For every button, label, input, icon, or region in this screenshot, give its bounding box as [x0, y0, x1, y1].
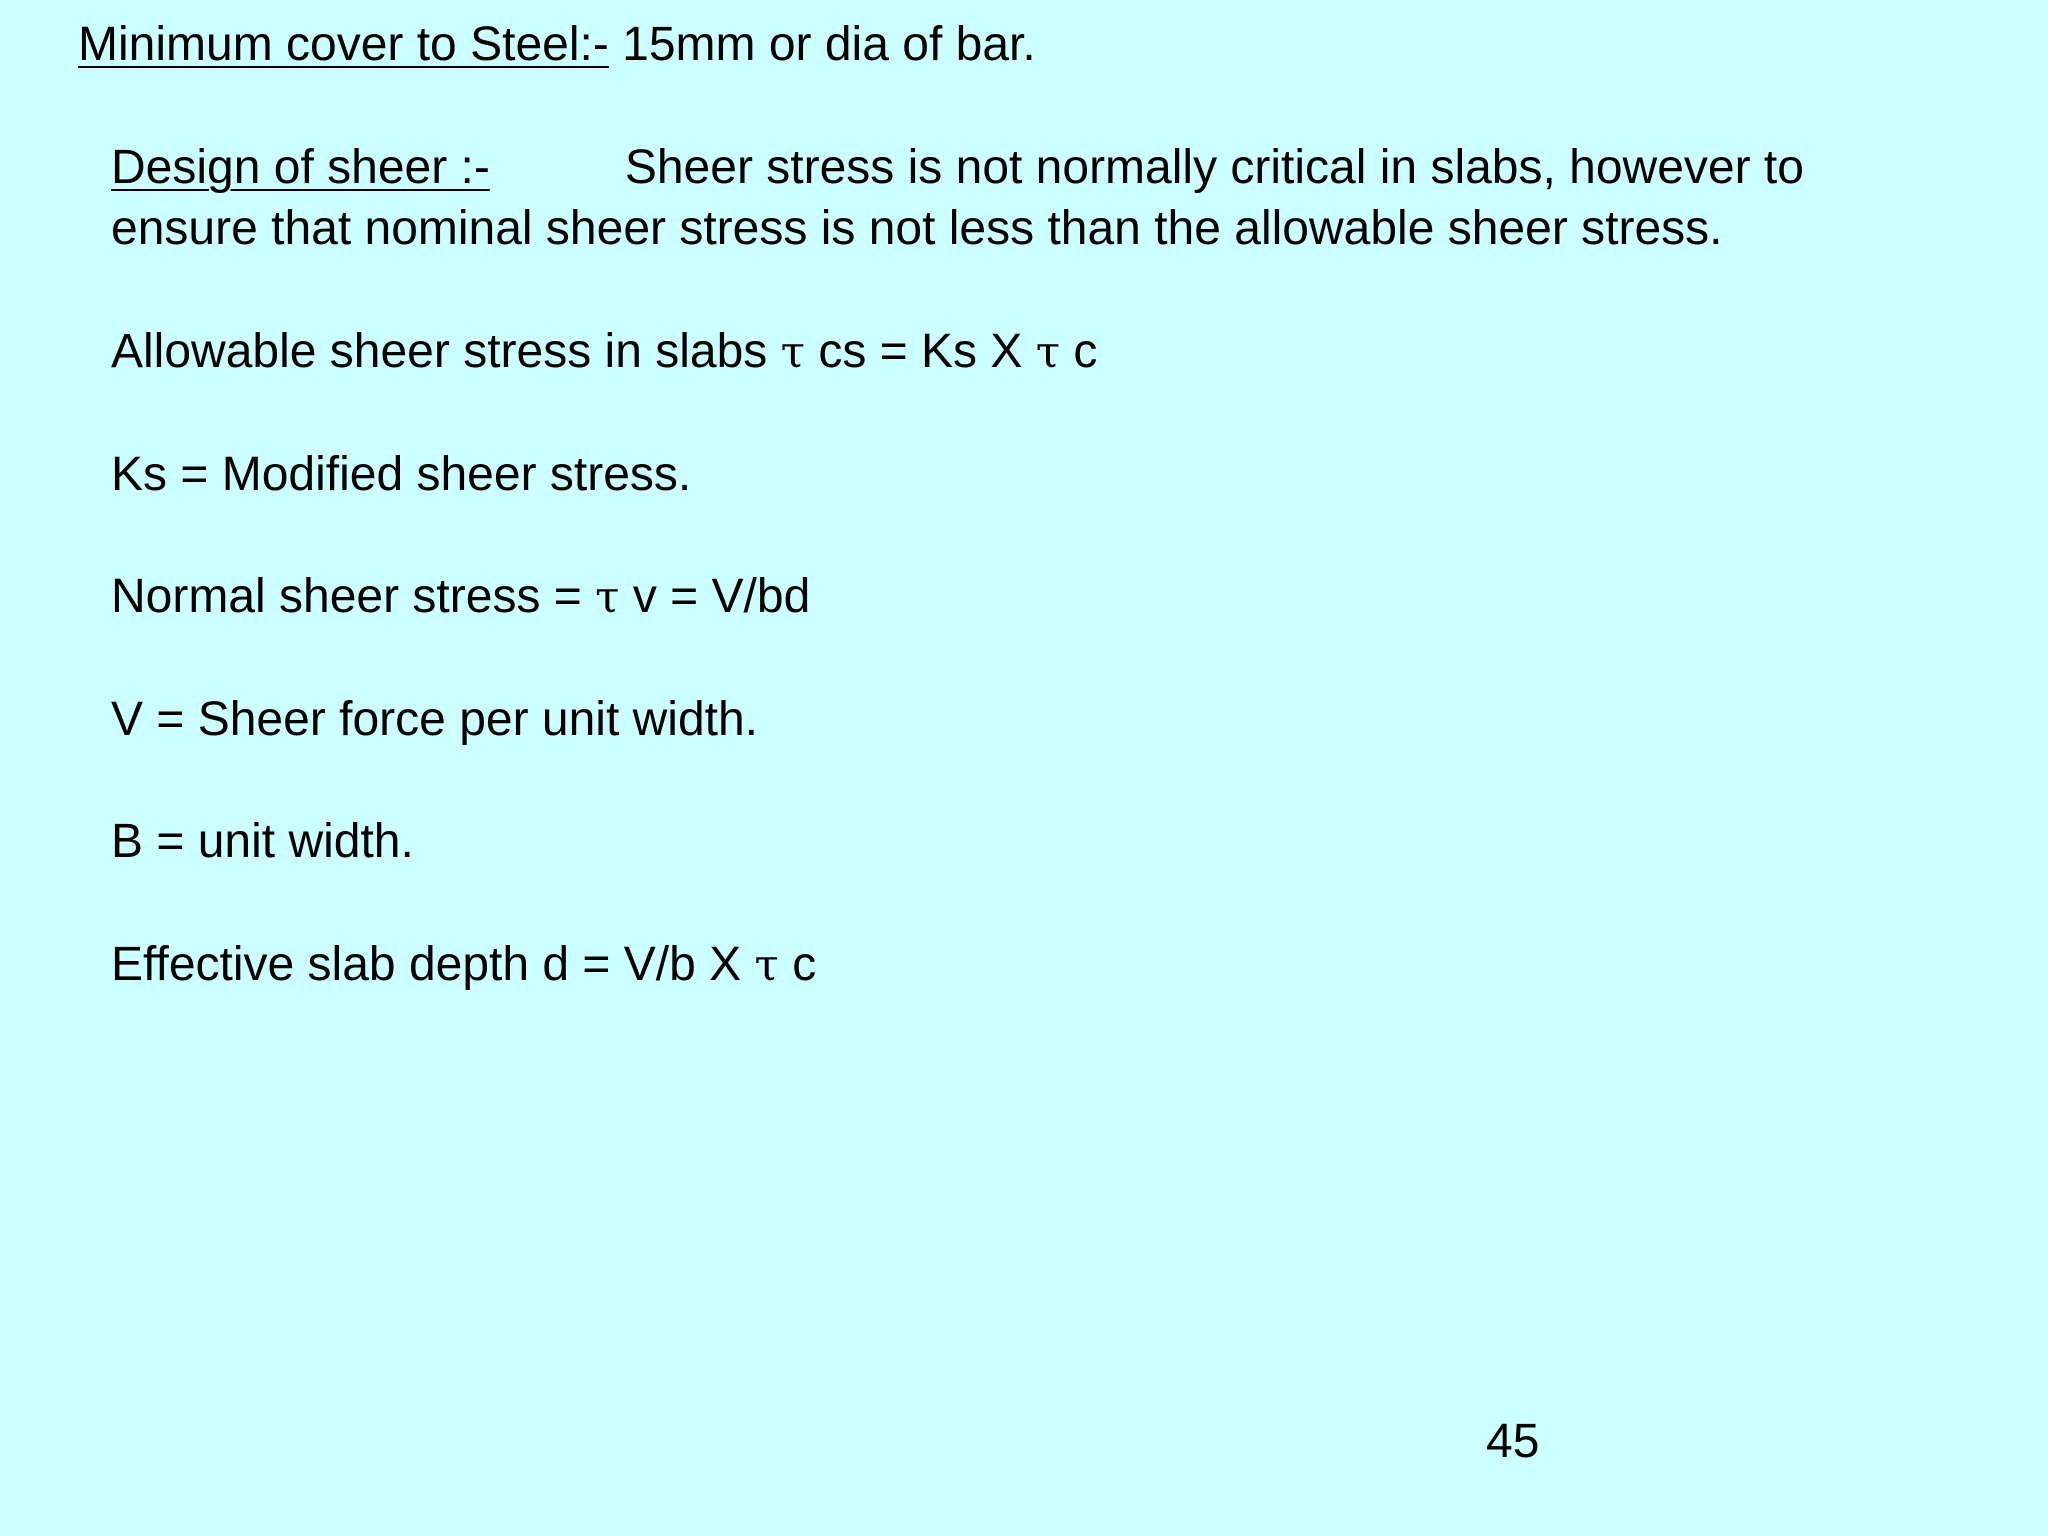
tau-symbol: τ — [754, 940, 779, 991]
normal-prefix: Normal sheer stress = — [111, 570, 596, 623]
minimum-cover-heading: Minimum cover to Steel:- — [78, 18, 609, 71]
design-of-sheer-heading: Design of sheer :- — [111, 141, 490, 194]
ks-definition: Ks = Modified sheer stress. — [111, 448, 692, 501]
tau-symbol: τ — [780, 327, 805, 378]
allowable-middle: cs = Ks X — [804, 325, 1036, 378]
allowable-prefix: Allowable sheer stress in slabs — [111, 325, 781, 378]
design-of-sheer-text-1: Sheer stress is not normally critical in slabs, however to — [624, 141, 1804, 194]
allowable-stress-formula — [111, 322, 1097, 383]
effective-depth-formula — [111, 935, 816, 996]
allowable-suffix: c — [1060, 325, 1098, 378]
design-of-sheer-line — [111, 138, 1804, 198]
normal-stress-formula — [111, 567, 810, 628]
page-number: 45 — [1486, 1415, 1540, 1468]
tau-symbol: τ — [1035, 327, 1061, 378]
design-of-sheer-text-2: ensure that nominal sheer stress is not less than the allowable sheer stress. — [111, 202, 1723, 255]
minimum-cover-text: 15mm or dia of bar. — [608, 18, 1036, 71]
v-definition: V = Sheer force per unit width. — [111, 693, 759, 746]
effective-suffix: c — [778, 938, 817, 991]
b-definition: B = unit width. — [111, 815, 414, 868]
design-of-sheer-continuation — [111, 199, 1723, 259]
normal-suffix: v = V/bd — [619, 570, 811, 623]
minimum-cover-line — [78, 15, 1036, 75]
effective-prefix: Effective slab depth d = V/b X — [111, 938, 755, 991]
tau-symbol: τ — [595, 572, 620, 623]
